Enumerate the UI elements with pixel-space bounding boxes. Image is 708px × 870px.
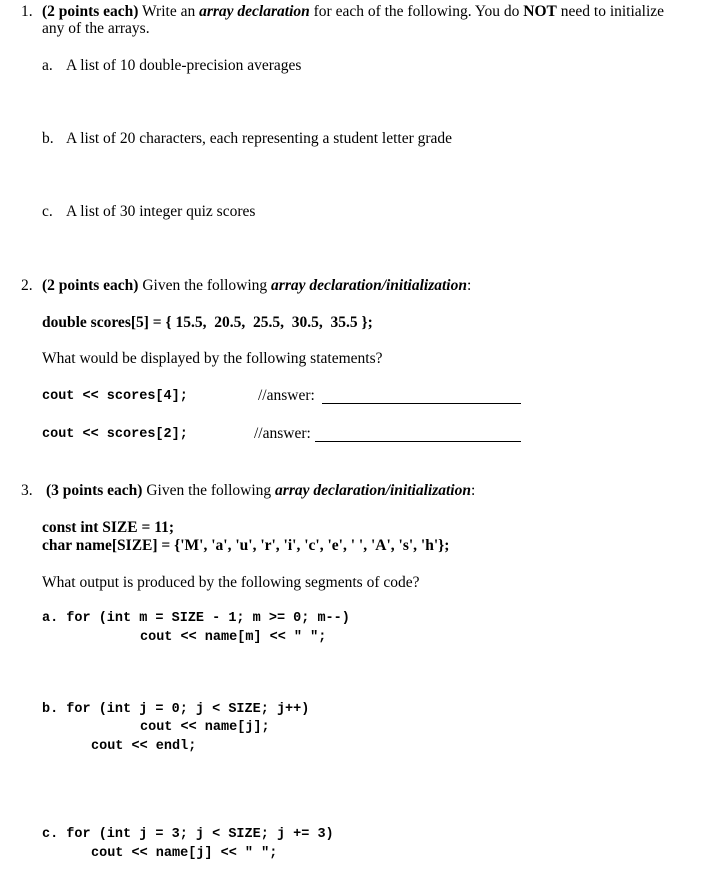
- q1-prompt: [42, 3, 664, 21]
- q1-number: 1.: [21, 3, 33, 20]
- q2-statement-2: cout << scores[2];: [42, 427, 188, 442]
- q3-code-b-line-1: b. for (int j = 0; j < SIZE; j++): [42, 702, 310, 717]
- q3-points: (3 points each): [46, 482, 143, 499]
- q1-points: (2 points each): [42, 3, 139, 20]
- q3-declaration-1: const int SIZE = 11;: [42, 519, 174, 536]
- q2-answer-blank-1[interactable]: [322, 403, 521, 404]
- q1-text-a: Write an: [138, 3, 200, 20]
- q2-text-a: Given the following: [138, 277, 272, 294]
- q3-code-b-line-2: cout << name[j];: [140, 720, 270, 735]
- q1-item-a-label: a.: [42, 57, 53, 74]
- q2-colon: :: [466, 277, 472, 294]
- q3-code-b-line-3: cout << endl;: [91, 739, 197, 754]
- q1-text-b: for each of the following. You do: [309, 3, 524, 20]
- q1-text-c: need to initialize: [556, 3, 665, 20]
- q3-colon: :: [470, 482, 476, 499]
- q3-text-a: Given the following: [142, 482, 276, 499]
- q3-code-c-line-1: c. for (int j = 3; j < SIZE; j += 3): [42, 827, 334, 842]
- q3-code-c-line-2: cout << name[j] << " ";: [91, 846, 278, 861]
- q3-code-a-line-1: a. for (int m = SIZE - 1; m >= 0; m--): [42, 611, 350, 626]
- q1-item-a-text: A list of 10 double-precision averages: [66, 57, 302, 74]
- q3-number: 3.: [21, 482, 33, 499]
- q2-points: (2 points each): [42, 277, 139, 294]
- q2-answer-label-2: //answer:: [254, 425, 311, 442]
- q1-item-b-text: A list of 20 characters, each representing a student letter grade: [66, 130, 453, 147]
- q3-code-a-line-2: cout << name[m] << " ";: [140, 630, 327, 645]
- q1-emph: array declaration: [199, 3, 310, 20]
- q1-item-c-text: A list of 30 integer quiz scores: [66, 203, 256, 220]
- q3-question: What output is produced by the following segments of code?: [42, 574, 420, 591]
- q2-emph: array declaration/initialization: [271, 277, 467, 294]
- q1-item-c-label: c.: [42, 203, 53, 220]
- q2-number: 2.: [21, 277, 33, 294]
- q2-declaration: double scores[5] = { 15.5, 20.5, 25.5, 30.5, 35.5 };: [42, 314, 373, 331]
- q2-question: What would be displayed by the following statements?: [42, 350, 383, 367]
- q3-declaration-2: char name[SIZE] = {'M', 'a', 'u', 'r', 'i', 'c', 'e', ' ', 'A', 's', 'h'};: [42, 537, 450, 554]
- q2-answer-label-1: //answer:: [258, 387, 315, 404]
- q3-prompt: [46, 482, 475, 500]
- q2-prompt: [42, 277, 471, 295]
- q2-statement-1: cout << scores[4];: [42, 389, 188, 404]
- q3-emph: array declaration/initialization: [275, 482, 471, 499]
- q1-prompt-line2: any of the arrays.: [42, 20, 150, 37]
- q1-item-b-label: b.: [42, 130, 54, 147]
- q1-not: NOT: [523, 3, 557, 20]
- q2-answer-blank-2[interactable]: [315, 441, 521, 442]
